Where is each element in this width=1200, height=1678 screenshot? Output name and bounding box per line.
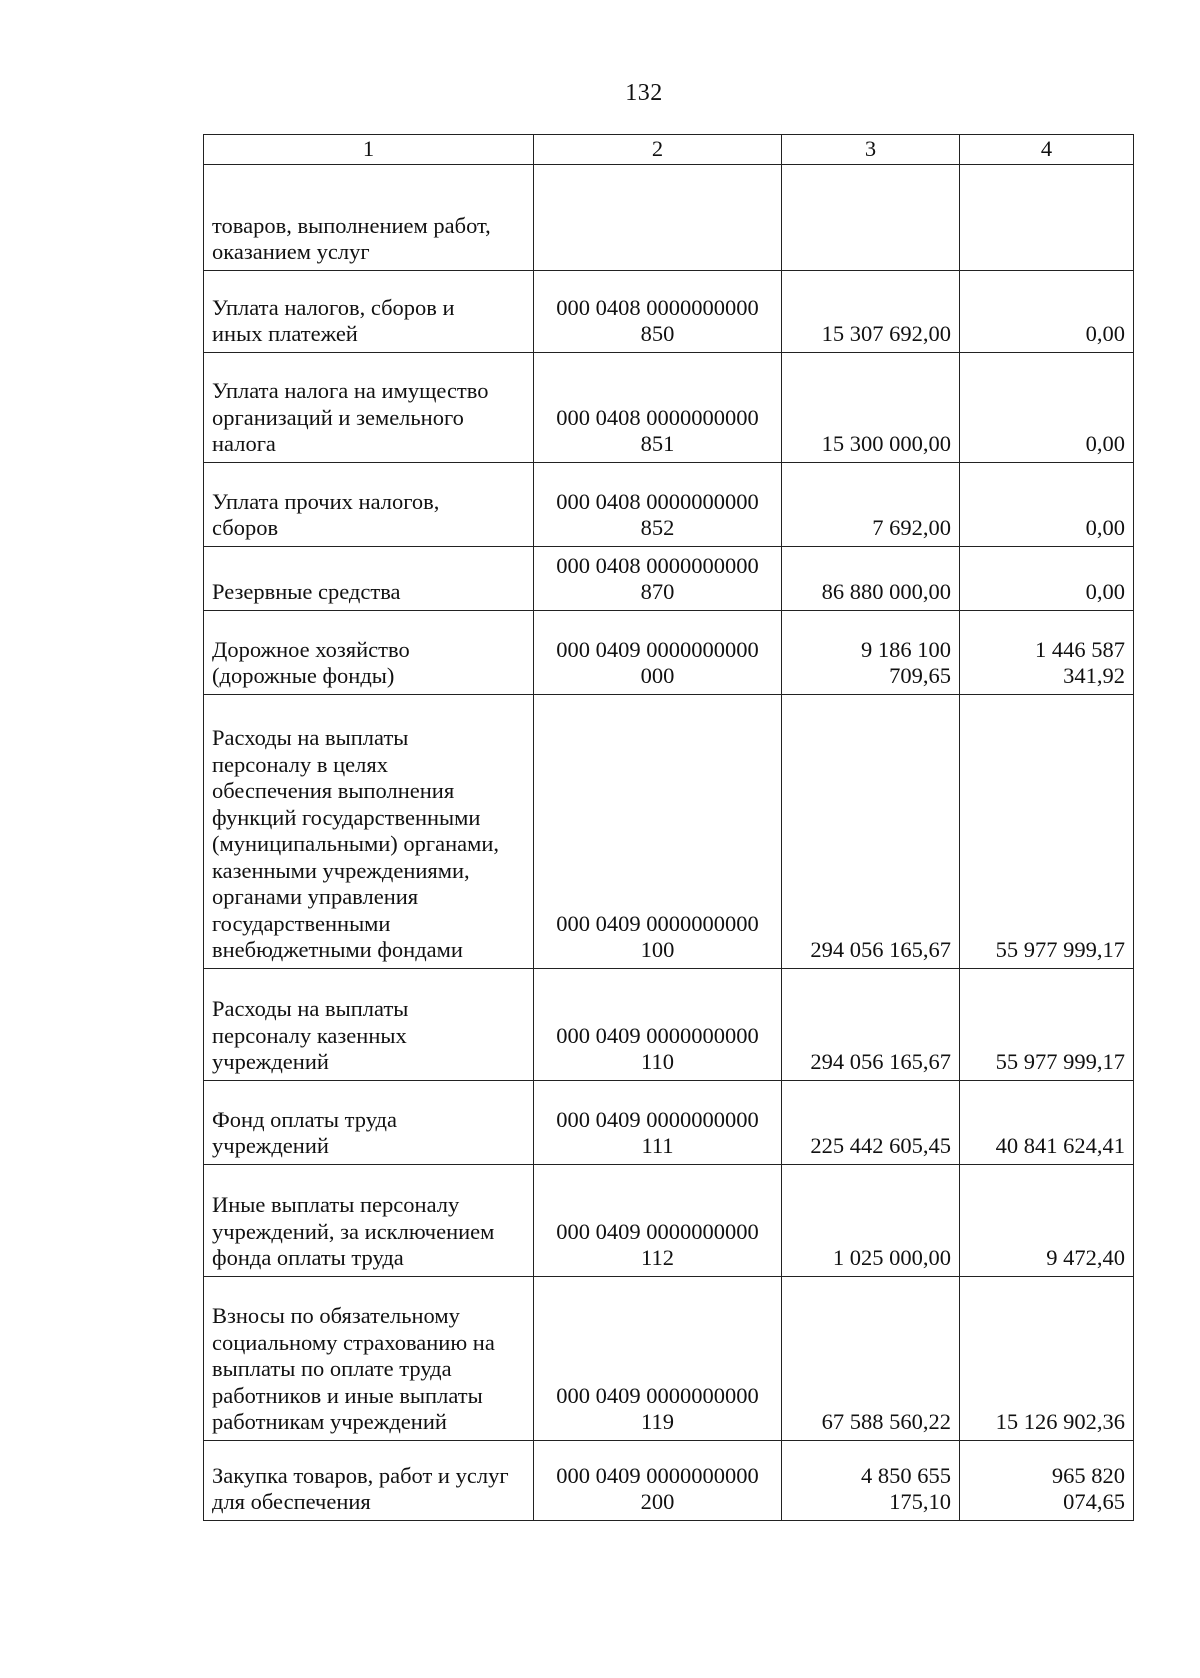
table-row bbox=[204, 164, 1134, 270]
row-code bbox=[534, 164, 782, 270]
row-value-3: 9 186 100 709,65 bbox=[782, 610, 960, 694]
row-code: 000 0408 0000000000 850 bbox=[534, 270, 782, 352]
table-row bbox=[204, 1276, 1134, 1440]
row-value-3: 86 880 000,00 bbox=[782, 546, 960, 610]
row-name: Дорожное хозяйство (дорожные фонды) bbox=[204, 610, 534, 694]
row-name: Уплата прочих налогов, сборов bbox=[204, 462, 534, 546]
row-value-3: 225 442 605,45 bbox=[782, 1080, 960, 1164]
row-code: 000 0408 0000000000 852 bbox=[534, 462, 782, 546]
row-value-3: 7 692,00 bbox=[782, 462, 960, 546]
row-value-3 bbox=[782, 164, 960, 270]
row-code: 000 0409 0000000000 119 bbox=[534, 1276, 782, 1440]
row-name: товаров, выполнением работ, оказанием услуг bbox=[204, 164, 534, 270]
budget-table bbox=[203, 134, 1134, 1521]
row-name: Расходы на выплаты персоналу казенных учреждений bbox=[204, 968, 534, 1080]
table-row bbox=[204, 1440, 1134, 1520]
row-code: 000 0409 0000000000 200 bbox=[534, 1440, 782, 1520]
table-row bbox=[204, 694, 1134, 968]
table-row bbox=[204, 270, 1134, 352]
table-row bbox=[204, 968, 1134, 1080]
row-code: 000 0408 0000000000 851 bbox=[534, 352, 782, 462]
row-code: 000 0409 0000000000 112 bbox=[534, 1164, 782, 1276]
row-value-3: 294 056 165,67 bbox=[782, 694, 960, 968]
table-row bbox=[204, 352, 1134, 462]
row-name: Взносы по обязательному социальному страхованию на выплаты по оплате труда работников и иные выплаты работникам учреждений bbox=[204, 1276, 534, 1440]
row-code: 000 0409 0000000000 000 bbox=[534, 610, 782, 694]
row-value-4: 0,00 bbox=[960, 546, 1134, 610]
row-name: Резервные средства bbox=[204, 546, 534, 610]
header-row bbox=[204, 135, 1134, 165]
page-number: 132 bbox=[625, 80, 663, 106]
row-value-4: 1 446 587 341,92 bbox=[960, 610, 1134, 694]
row-value-4: 0,00 bbox=[960, 462, 1134, 546]
row-value-3: 4 850 655 175,10 bbox=[782, 1440, 960, 1520]
row-name: Закупка товаров, работ и услуг для обеспечения bbox=[204, 1440, 534, 1520]
row-value-4: 9 472,40 bbox=[960, 1164, 1134, 1276]
row-name: Расходы на выплаты персоналу в целях обеспечения выполнения функций государственными (муниципальными) органами, казенными учреждениями, органами управления государственными внебюджетными фондами bbox=[204, 694, 534, 968]
table-row bbox=[204, 610, 1134, 694]
row-value-4 bbox=[960, 164, 1134, 270]
row-code: 000 0408 0000000000 870 bbox=[534, 546, 782, 610]
row-value-4: 15 126 902,36 bbox=[960, 1276, 1134, 1440]
header-col-2: 2 bbox=[534, 135, 782, 165]
table-row bbox=[204, 1080, 1134, 1164]
header-col-1: 1 bbox=[204, 135, 534, 165]
row-code: 000 0409 0000000000 110 bbox=[534, 968, 782, 1080]
row-value-3: 15 300 000,00 bbox=[782, 352, 960, 462]
table-row bbox=[204, 462, 1134, 546]
row-name: Фонд оплаты труда учреждений bbox=[204, 1080, 534, 1164]
row-value-3: 294 056 165,67 bbox=[782, 968, 960, 1080]
row-value-3: 15 307 692,00 bbox=[782, 270, 960, 352]
row-code: 000 0409 0000000000 100 bbox=[534, 694, 782, 968]
table-row bbox=[204, 1164, 1134, 1276]
row-value-4: 0,00 bbox=[960, 352, 1134, 462]
table-row bbox=[204, 546, 1134, 610]
row-code: 000 0409 0000000000 111 bbox=[534, 1080, 782, 1164]
header-col-4: 4 bbox=[960, 135, 1134, 165]
row-value-3: 67 588 560,22 bbox=[782, 1276, 960, 1440]
row-value-4: 40 841 624,41 bbox=[960, 1080, 1134, 1164]
row-value-4: 55 977 999,17 bbox=[960, 694, 1134, 968]
row-name: Уплата налога на имущество организаций и земельного налога bbox=[204, 352, 534, 462]
row-name: Иные выплаты персоналу учреждений, за исключением фонда оплаты труда bbox=[204, 1164, 534, 1276]
header-col-3: 3 bbox=[782, 135, 960, 165]
row-value-4: 55 977 999,17 bbox=[960, 968, 1134, 1080]
row-value-3: 1 025 000,00 bbox=[782, 1164, 960, 1276]
row-value-4: 965 820 074,65 bbox=[960, 1440, 1134, 1520]
row-name: Уплата налогов, сборов и иных платежей bbox=[204, 270, 534, 352]
row-value-4: 0,00 bbox=[960, 270, 1134, 352]
